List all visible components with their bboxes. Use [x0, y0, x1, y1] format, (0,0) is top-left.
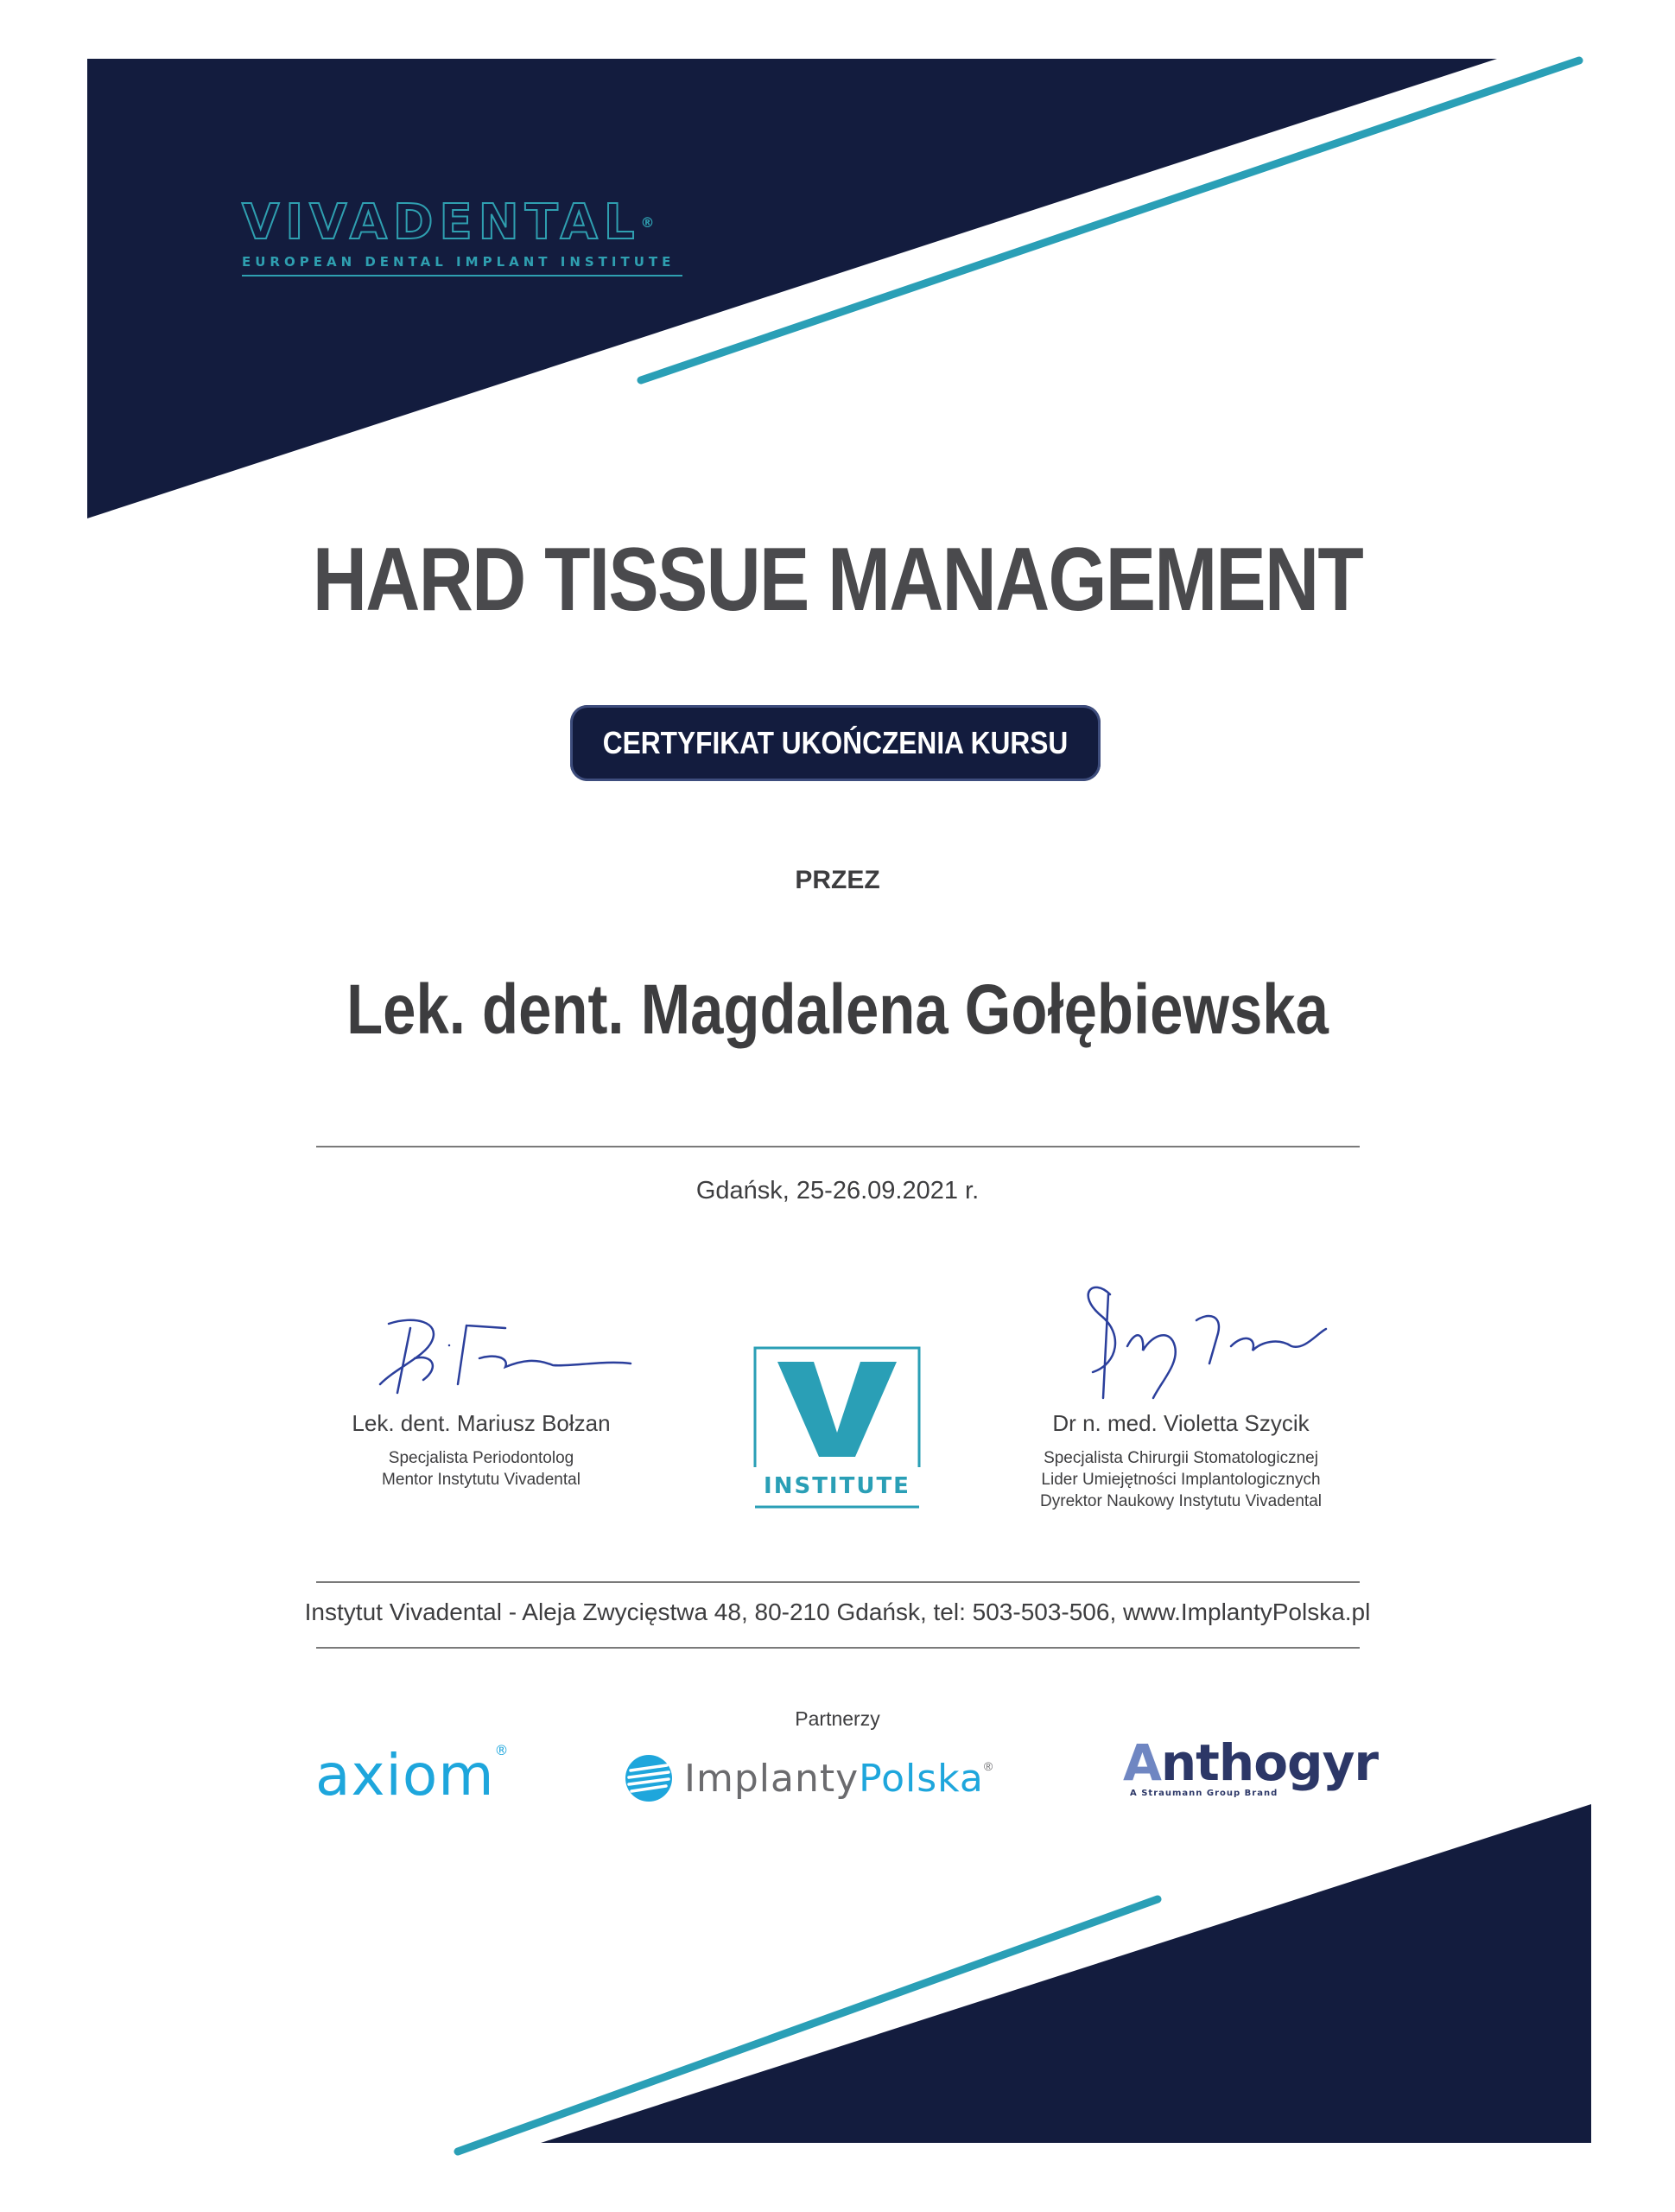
axiom-logo: [315, 1742, 510, 1808]
registered-mark-icon: ®: [494, 1742, 510, 1758]
logo-rule: [242, 275, 682, 276]
logo-wordmark: VIVADENTAL: [242, 194, 641, 251]
anthogyr-first-letter: A: [1123, 1733, 1161, 1792]
signature-left-image: [363, 1306, 648, 1402]
institute-address: Instytut Vivadental - Aleja Zwycięstwa 48, 80-210 Gdańsk, tel: 503-503-506, www.ImplantyPolska.pl: [304, 1599, 1371, 1625]
course-title: HARD TISSUE MANAGEMENT: [312, 530, 1363, 630]
signer-right-name: Dr n. med. Violetta Szycik: [1052, 1410, 1310, 1436]
implantypolska-logo: [624, 1751, 993, 1806]
signer-left: [308, 1410, 654, 1491]
divider-address-top: [316, 1581, 1360, 1583]
recipient-name: Lek. dent. Magdalena Gołębiewska: [346, 970, 1329, 1049]
top-navy-triangle: [87, 59, 1497, 518]
bottom-navy-triangle: [541, 1804, 1591, 2143]
implanty-globe-icon: [624, 1753, 674, 1803]
implanty-word-2: Polska: [859, 1756, 984, 1801]
implanty-word-1: Implanty: [684, 1756, 860, 1801]
v-institute-label: INSTITUTE: [764, 1473, 910, 1499]
anthogyr-wordmark: nthogyr: [1160, 1733, 1378, 1792]
signer-right: [974, 1410, 1388, 1512]
certificate-badge: [570, 705, 1101, 781]
signer-right-role-1: Specjalista Chirurgii Stomatologicznej: [1044, 1449, 1318, 1467]
vivadental-logo: [242, 194, 691, 276]
v-letter-icon: [777, 1362, 897, 1457]
divider-address-bottom: [316, 1647, 1360, 1649]
v-institute-logo: [753, 1346, 921, 1512]
certificate-badge-label: CERTYFIKAT UKOŃCZENIA KURSU: [602, 725, 1069, 760]
registered-mark-icon: ®: [983, 1759, 993, 1773]
registered-mark-icon: ®: [640, 214, 655, 231]
przez-label: PRZEZ: [795, 866, 880, 894]
signer-left-role-2: Mentor Instytutu Vivadental: [382, 1471, 581, 1489]
divider-top: [316, 1146, 1360, 1147]
partners-label: Partnerzy: [795, 1707, 880, 1730]
logo-tagline: EUROPEAN DENTAL IMPLANT INSTITUTE: [242, 254, 676, 270]
anthogyr-subtitle: A Straumann Group Brand: [1130, 1789, 1278, 1798]
signature-right-image: [1058, 1268, 1343, 1415]
signer-left-role-1: Specjalista Periodontolog: [388, 1449, 574, 1467]
anthogyr-logo: [1123, 1733, 1378, 1798]
signer-right-role-2: Lider Umiejętności Implantologicznych: [1041, 1471, 1321, 1489]
signer-right-role-3: Dyrektor Naukowy Instytutu Vivadental: [1040, 1492, 1322, 1510]
signer-left-name: Lek. dent. Mariusz Bołzan: [352, 1410, 611, 1436]
place-date: Gdańsk, 25-26.09.2021 r.: [695, 1177, 980, 1205]
axiom-wordmark: axiom: [315, 1742, 495, 1808]
